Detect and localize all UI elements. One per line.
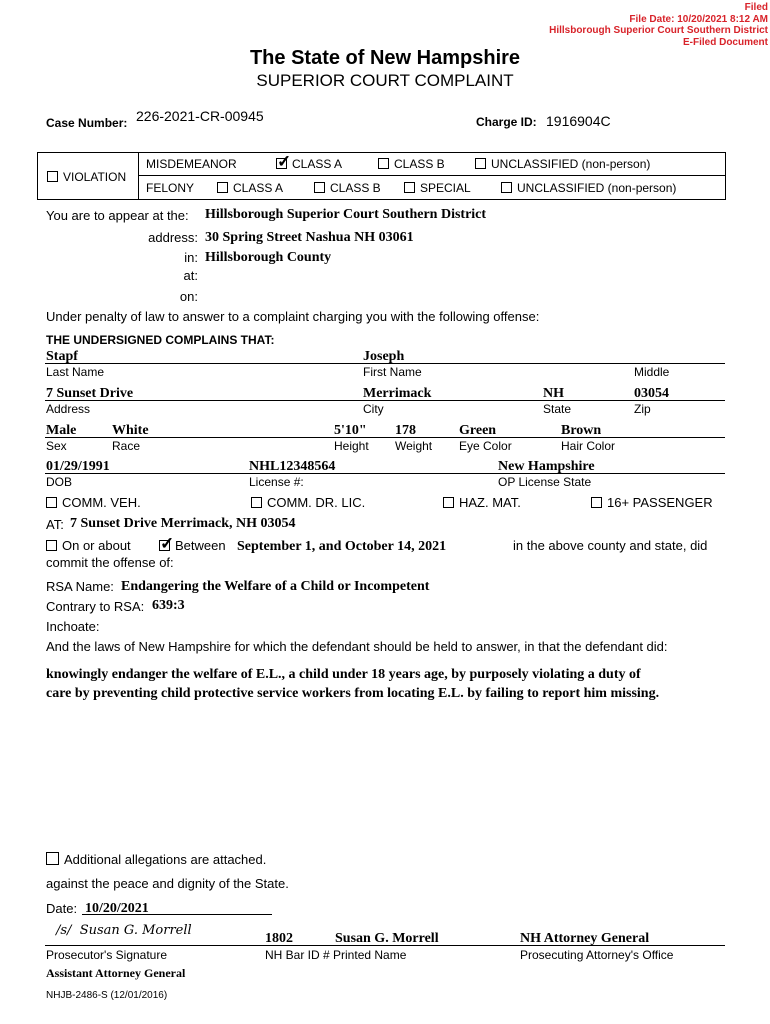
on-or-about-option[interactable]: On or about <box>46 538 131 553</box>
inchoate-label: Inchoate: <box>46 619 100 634</box>
dob: 01/29/1991 <box>46 459 110 474</box>
against-text: against the peace and dignity of the State. <box>46 876 289 891</box>
charge-id-label: Charge ID: <box>476 115 537 129</box>
sex-label: Sex <box>46 439 67 453</box>
attorney-office: NH Attorney General <box>520 931 650 946</box>
signed-date: 10/20/2021 <box>85 901 149 916</box>
between-checkbox[interactable] <box>159 540 170 551</box>
fel-class-b-option[interactable]: CLASS B <box>314 181 381 195</box>
on-or-about-checkbox[interactable] <box>46 540 57 551</box>
rsa-name: Endangering the Welfare of a Child or Incompetent <box>121 579 430 594</box>
misd-class-b-checkbox[interactable] <box>378 158 389 169</box>
offense-dates: September 1, and October 14, 2021 <box>237 539 447 554</box>
eye-color-label: Eye Color <box>459 439 512 453</box>
height-label: Height <box>334 439 369 453</box>
fel-special-option[interactable]: SPECIAL <box>404 181 471 195</box>
printed-name: Susan G. Morrell <box>335 931 439 946</box>
fel-class-b-checkbox[interactable] <box>314 182 325 193</box>
court-name: Hillsborough Superior Court Southern District <box>205 207 487 222</box>
zip-label: Zip <box>634 402 651 416</box>
def-address: 7 Sunset Drive <box>46 386 134 401</box>
violation-label: VIOLATION <box>63 170 127 184</box>
rsa-name-label: RSA Name: <box>46 579 114 594</box>
fel-unclassified-checkbox[interactable] <box>501 182 512 193</box>
commit-text: commit the offense of: <box>46 555 174 570</box>
case-number-label: Case Number: <box>46 116 128 130</box>
offense-description-1: knowingly endanger the welfare of E.L., a child under 18 years age, by purposely violating a duty of <box>46 667 641 682</box>
license-number: NHL12348564 <box>249 459 336 474</box>
city-label: City <box>363 402 384 416</box>
haz-mat-option[interactable]: HAZ. MAT. <box>443 495 521 510</box>
offense-location: 7 Sunset Drive Merrimack, NH 03054 <box>70 516 296 531</box>
hair-color: Brown <box>561 423 602 438</box>
fel-class-a-checkbox[interactable] <box>217 182 228 193</box>
dob-label: DOB <box>46 475 73 489</box>
prosecutor-title: Assistant Attorney General <box>46 966 186 980</box>
license-label: License #: <box>249 475 304 489</box>
laws-text: And the laws of New Hampshire for which the defendant should be held to answer, in that the defendant did: <box>46 639 668 654</box>
stamp-efiled: E-Filed Document <box>682 36 768 48</box>
stamp-court: Hillsborough Superior Court Southern District <box>549 25 768 36</box>
county: Hillsborough County <box>205 250 332 265</box>
bar-id: 1802 <box>265 931 293 946</box>
felony-label: FELONY <box>146 181 195 195</box>
comm-veh-checkbox[interactable] <box>46 497 57 508</box>
case-number: 226-2021-CR-00945 <box>136 108 264 124</box>
at-label: at: <box>183 268 198 283</box>
misd-class-a-option[interactable]: ✓ CLASS A <box>276 157 342 171</box>
county-state-text: in the above county and state, did <box>513 538 708 553</box>
court-address: 30 Spring Street Nashua NH 03061 <box>205 230 414 245</box>
weight-label: Weight <box>395 439 433 453</box>
address-field-label: Address <box>46 402 91 416</box>
license-state: New Hampshire <box>498 459 595 474</box>
misd-unclassified-option[interactable]: UNCLASSIFIED (non-person) <box>475 157 650 171</box>
fel-unclassified-option[interactable]: UNCLASSIFIED (non-person) <box>501 181 676 195</box>
bar-label: NH Bar ID # Printed Name <box>265 948 407 962</box>
fel-special-checkbox[interactable] <box>404 182 415 193</box>
haz-mat-checkbox[interactable] <box>443 497 454 508</box>
address-label: address: <box>148 230 198 245</box>
office-label: Prosecuting Attorney's Office <box>520 948 674 962</box>
misd-unclassified-checkbox[interactable] <box>475 158 486 169</box>
race: White <box>112 423 149 438</box>
rsa-label: Contrary to RSA: <box>46 599 145 614</box>
misd-class-a-checkbox[interactable] <box>276 158 287 169</box>
page-subtitle: SUPERIOR COURT COMPLAINT <box>256 71 514 90</box>
first-name: Joseph <box>363 349 405 364</box>
date-label: Date: <box>46 901 78 916</box>
complains-heading: THE UNDERSIGNED COMPLAINS THAT: <box>46 333 275 347</box>
rsa-number: 639:3 <box>152 598 185 613</box>
filed-stamp <box>549 2 768 48</box>
stamp-filed: Filed <box>744 2 768 13</box>
hair-color-label: Hair Color <box>561 439 616 453</box>
sig-label: Prosecutor's Signature <box>46 948 168 962</box>
form-id: NHJB-2486-S (12/01/2016) <box>46 990 168 1001</box>
in-label: in: <box>184 250 198 265</box>
def-city: Merrimack <box>363 386 432 401</box>
def-zip: 03054 <box>634 386 669 401</box>
license-state-label: OP License State <box>498 475 592 489</box>
fel-class-a-option[interactable]: CLASS A <box>217 181 283 195</box>
sig-prefix: /s/ <box>56 923 72 938</box>
misd-class-b-option[interactable]: CLASS B <box>378 157 445 171</box>
passenger-option[interactable]: 16+ PASSENGER <box>591 495 713 510</box>
passenger-checkbox[interactable] <box>591 497 602 508</box>
penalty-text: Under penalty of law to answer to a complaint charging you with the following offense: <box>46 309 540 324</box>
race-label: Race <box>112 439 141 453</box>
stamp-file-date: File Date: 10/20/2021 8:12 AM <box>629 13 768 25</box>
misdemeanor-label: MISDEMEANOR <box>146 157 237 171</box>
violation-option[interactable] <box>47 170 126 184</box>
sex: Male <box>46 423 77 438</box>
comm-dr-lic-option[interactable]: COMM. DR. LIC. <box>251 495 365 510</box>
sig-name: Susan G. Morrell <box>79 923 192 938</box>
comm-veh-option[interactable]: COMM. VEH. <box>46 495 141 510</box>
offense-at-label: AT: <box>46 517 64 532</box>
between-option[interactable]: ✓ Between <box>159 538 226 553</box>
page-title: The State of New Hampshire <box>249 47 521 69</box>
height: 5'10" <box>334 423 367 438</box>
additional-allegations-option[interactable]: Additional allegations are attached. <box>46 852 266 867</box>
comm-dr-lic-checkbox[interactable] <box>251 497 262 508</box>
charge-id: 1916904C <box>546 113 611 129</box>
appear-label: You are to appear at the: <box>46 208 189 223</box>
violation-checkbox[interactable] <box>47 171 58 182</box>
weight: 178 <box>395 423 416 438</box>
def-state: NH <box>543 386 564 401</box>
additional-allegations-checkbox[interactable] <box>46 852 59 865</box>
first-name-label: First Name <box>363 365 422 379</box>
state-label: State <box>543 402 572 416</box>
middle-label: Middle <box>634 365 670 379</box>
eye-color: Green <box>459 423 497 438</box>
on-label: on: <box>179 289 198 304</box>
offense-description-2: care by preventing child protective service workers from locating E.L. by failing to report him missing. <box>46 686 660 701</box>
signature <box>56 923 192 938</box>
last-name-label: Last Name <box>46 365 105 379</box>
last-name: Stapf <box>46 349 78 364</box>
